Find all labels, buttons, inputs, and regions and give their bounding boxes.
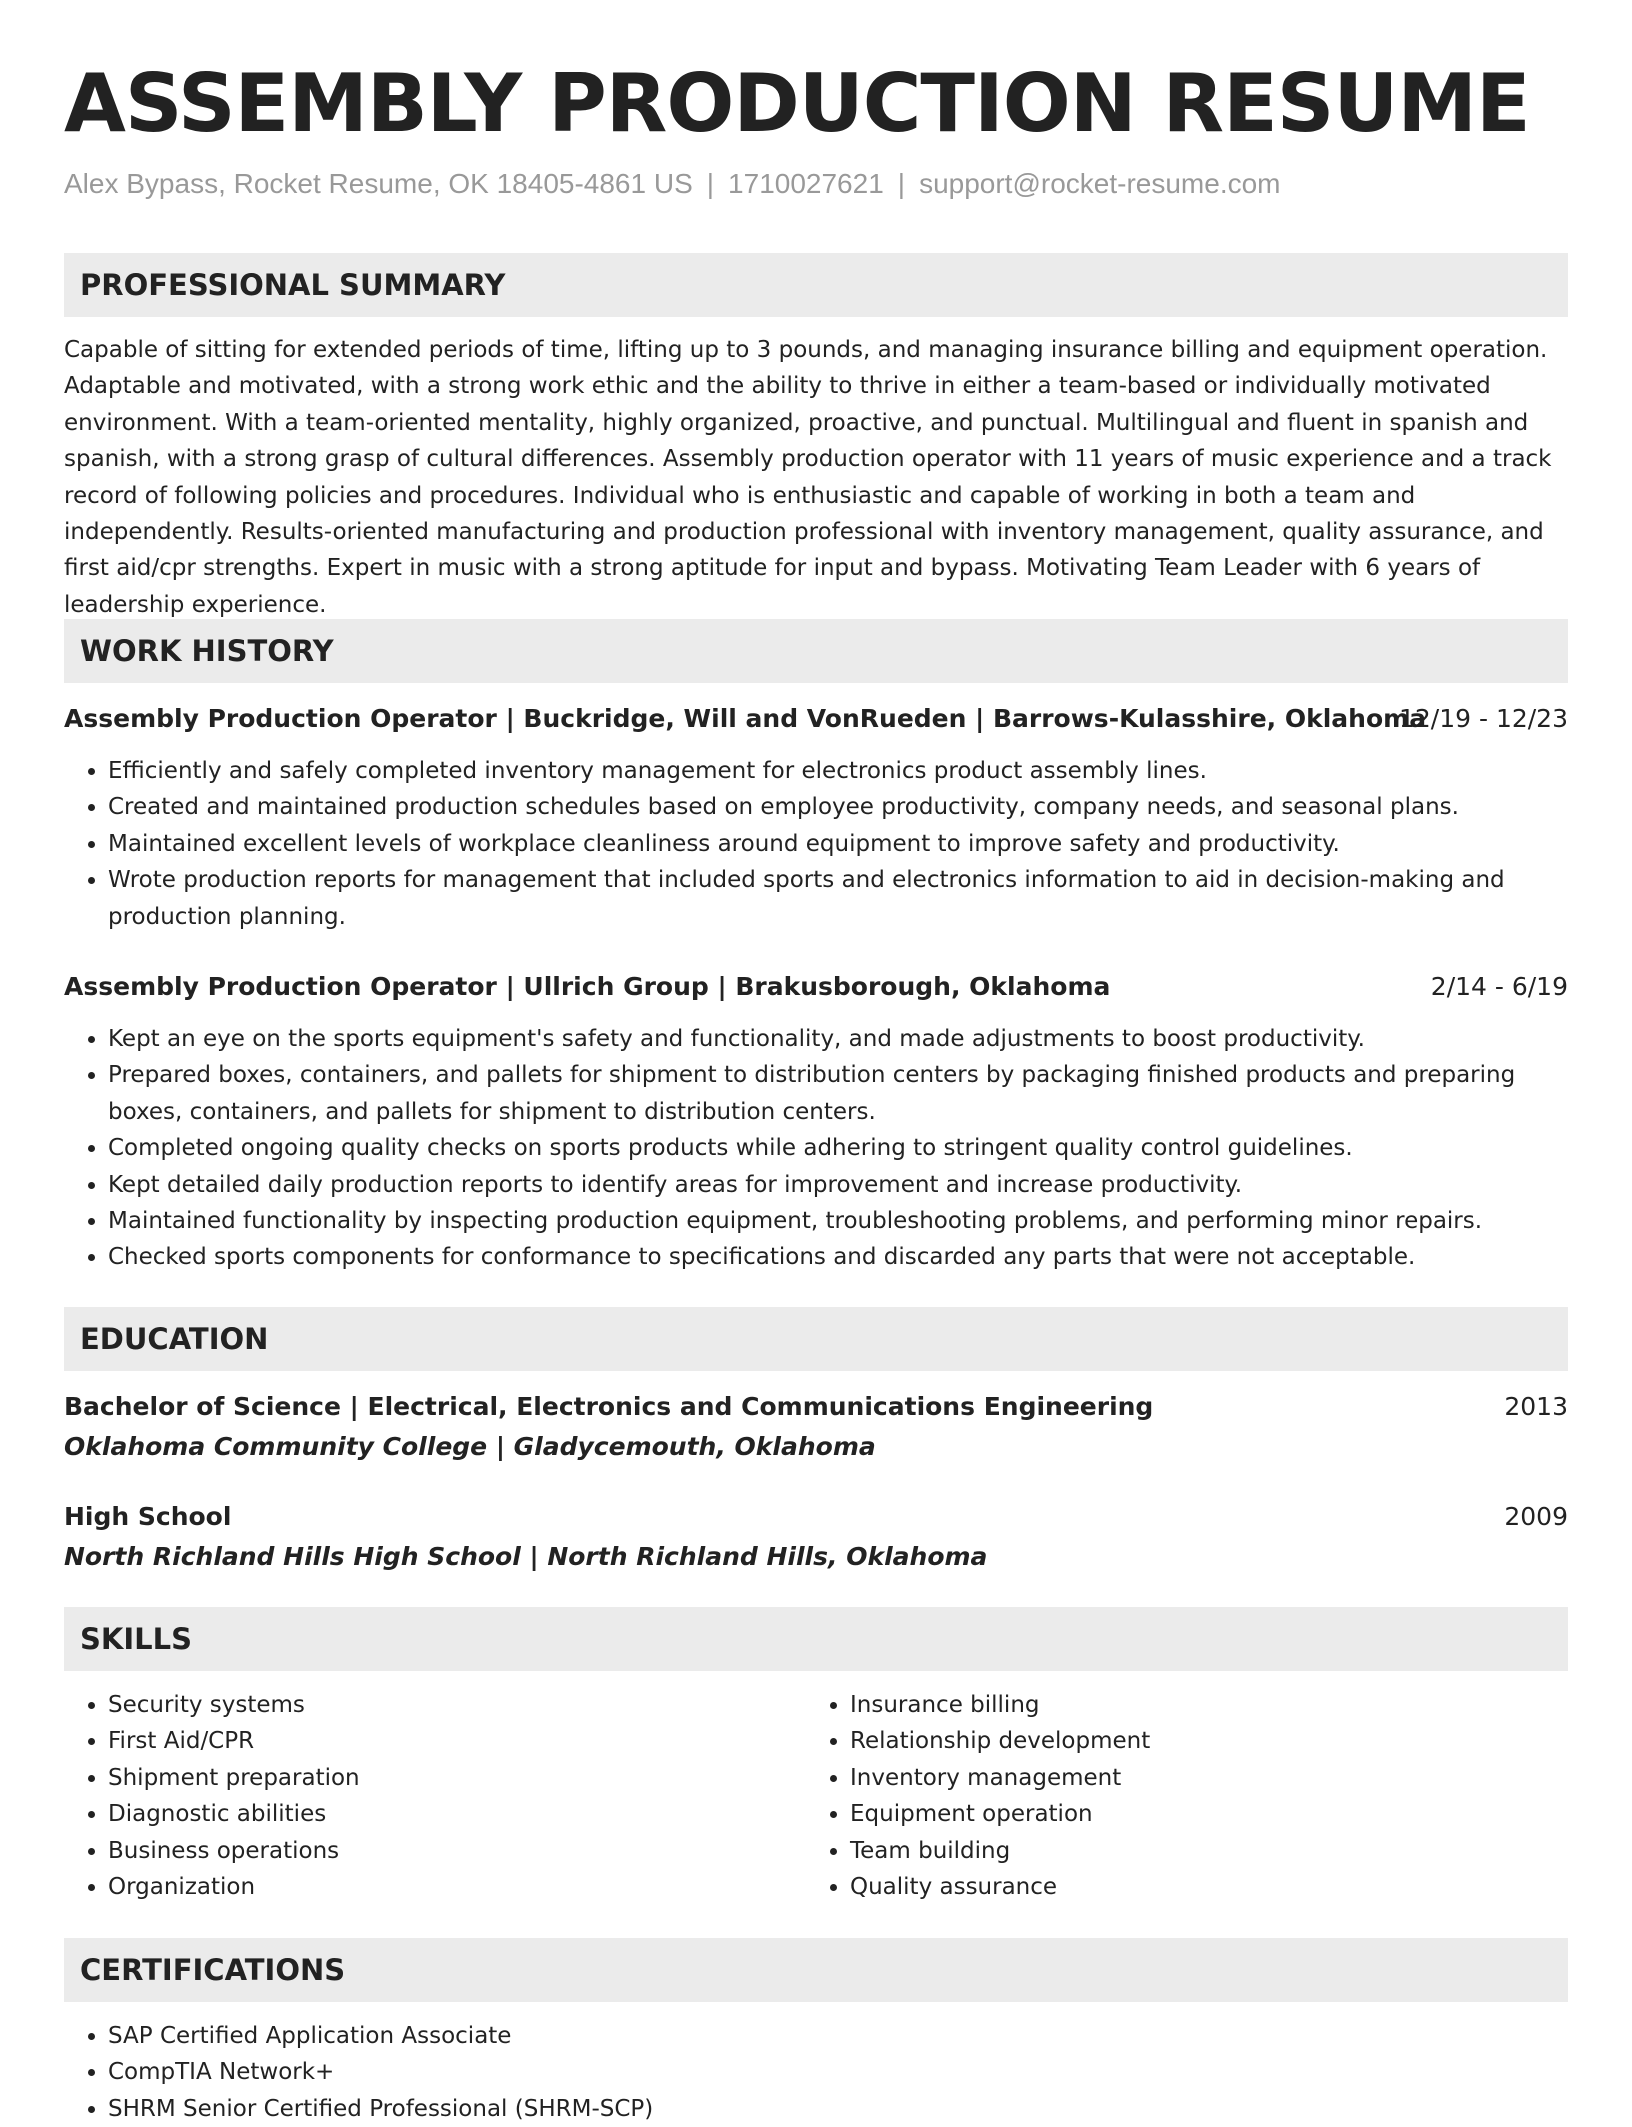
contact-line <box>64 166 1281 202</box>
school-name: Oklahoma Community College | Gladycemouth, Oklahoma <box>64 1432 876 1461</box>
education-header <box>64 1387 1568 1427</box>
skill-item: • Security systems <box>108 1687 764 1723</box>
skill-item: • Organization <box>108 1869 764 1905</box>
list-item: • Efficiently and safely completed inventory management for electronics product assembly lines. <box>108 753 1568 789</box>
list-item: • Completed ongoing quality checks on sports products while adhering to stringent quality control guidelines. <box>108 1130 1568 1166</box>
contact-address: Alex Bypass, Rocket Resume, OK 18405-4861 US <box>64 168 693 199</box>
degree-name: Bachelor of Science | Electrical, Electronics and Communications Engineering <box>64 1392 1154 1421</box>
list-item: • Maintained excellent levels of workplace cleanliness around equipment to improve safety and productivity. <box>108 826 1568 862</box>
list-item: • Checked sports components for conformance to specifications and discarded any parts that were not acceptable. <box>108 1239 1568 1275</box>
skill-item: • Team building <box>850 1833 1506 1869</box>
section-heading-work-history: WORK HISTORY <box>64 619 1568 683</box>
job-header <box>64 699 1568 739</box>
skills-list-left <box>64 1687 764 1905</box>
summary-text: Capable of sitting for extended periods of time, lifting up to 3 pounds, and managing insurance billing and equipment operation. Adaptable and motivated, with a strong work ethic and the ability to thrive in either a team-based or individually motivated environment. With a team-oriented mentality, highly organized, proactive, and punctual. Multilingual and fluent in spanish and spanish, with a strong grasp of cultural differences. Assembly production operator with 11 years of music experience and a track record of following policies and procedures. Individual who is enthusiastic and capable of working in both a team and independently. Results-oriented manufacturing and production professional with inventory management, quality assurance, and first aid/cpr strengths. Expert in music with a strong aptitude for input and bypass. Motivating Team Leader with 6 years of leadership experience. <box>64 337 1552 618</box>
section-heading-certifications: CERTIFICATIONS <box>64 1938 1568 2002</box>
list-item: • Prepared boxes, containers, and pallets for shipment to distribution centers by packaging finished products and preparing boxes, containers, and pallets for shipment to distribution centers. <box>108 1057 1568 1130</box>
section-heading-education: EDUCATION <box>64 1307 1568 1371</box>
section-heading-summary: PROFESSIONAL SUMMARY <box>64 253 1568 317</box>
certification-item: • SHRM Senior Certified Professional (SHRM-SCP) <box>108 2091 1568 2127</box>
graduation-year: 2009 <box>1504 1502 1568 1531</box>
skill-item: • Business operations <box>108 1833 764 1869</box>
list-item: • Kept an eye on the sports equipment's safety and functionality, and made adjustments to boost productivity. <box>108 1021 1568 1057</box>
job-bullets <box>64 1021 1568 1276</box>
certifications-list <box>64 2018 1568 2127</box>
skill-item: • Shipment preparation <box>108 1760 764 1796</box>
education-header <box>64 1497 1568 1537</box>
degree-name: High School <box>64 1502 232 1531</box>
skill-item: • Inventory management <box>850 1760 1506 1796</box>
job-dates: 12/19 - 12/23 <box>1398 704 1568 733</box>
graduation-year: 2013 <box>1504 1392 1568 1421</box>
contact-separator: | <box>706 168 715 199</box>
school-name: North Richland Hills High School | North Richland Hills, Oklahoma <box>64 1542 988 1571</box>
job-title: Assembly Production Operator | Buckridge, Will and VonRueden | Barrows-Kulasshire, Oklahoma <box>64 704 1427 733</box>
list-item: • Maintained functionality by inspecting production equipment, troubleshooting problems, and performing minor repairs. <box>108 1203 1568 1239</box>
contact-email[interactable]: support@rocket-resume.com <box>919 168 1281 199</box>
list-item: • Wrote production reports for management that included sports and electronics information to aid in decision-making and production planning. <box>108 862 1568 935</box>
certification-item: • CompTIA Network+ <box>108 2054 1568 2090</box>
skill-item: • Quality assurance <box>850 1869 1506 1905</box>
list-item: • Created and maintained production schedules based on employee productivity, company needs, and seasonal plans. <box>108 789 1568 825</box>
skill-item: • First Aid/CPR <box>108 1723 764 1759</box>
contact-separator: | <box>897 168 906 199</box>
contact-phone[interactable]: 1710027621 <box>728 168 884 199</box>
job-title: Assembly Production Operator | Ullrich Group | Brakusborough, Oklahoma <box>64 972 1111 1001</box>
skill-item: • Equipment operation <box>850 1796 1506 1832</box>
job-header <box>64 967 1568 1007</box>
resume-title: ASSEMBLY PRODUCTION RESUME <box>64 57 1530 150</box>
skill-item: • Diagnostic abilities <box>108 1796 764 1832</box>
job-bullets <box>64 753 1568 935</box>
section-heading-skills: SKILLS <box>64 1607 1568 1671</box>
skill-item: • Insurance billing <box>850 1687 1506 1723</box>
skill-item: • Relationship development <box>850 1723 1506 1759</box>
list-item: • Kept detailed daily production reports to identify areas for improvement and increase productivity. <box>108 1167 1568 1203</box>
certification-item: • SAP Certified Application Associate <box>108 2018 1568 2054</box>
skills-list-right <box>806 1687 1506 1905</box>
job-dates: 2/14 - 6/19 <box>1430 972 1568 1001</box>
